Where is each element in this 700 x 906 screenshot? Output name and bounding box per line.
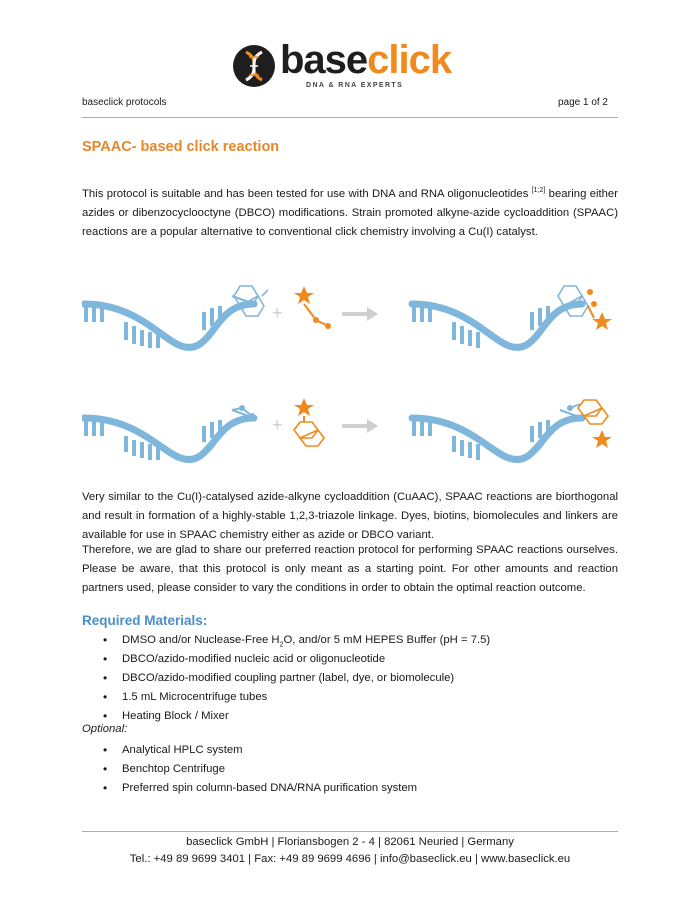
dna-strand-product-icon xyxy=(412,418,582,460)
list-item xyxy=(82,631,490,650)
body-paragraph-1: Very similar to the Cu(I)-catalysed azide-alkyne cycloaddition (CuAAC), SPAAC reactions are biorthogonal and result in formation of a highly-stable 1,2,3-triazole linkage. Dyes, biotins, biomolecules and linkers are available for use in SPAAC chemistry either as azide or DBCO variant. xyxy=(82,491,618,541)
dbco-partner-icon xyxy=(294,398,324,446)
dna-strand-icon xyxy=(84,296,254,348)
footer-divider xyxy=(82,831,618,832)
azide-partner-icon xyxy=(294,286,331,329)
reaction-diagram-azide-oligo xyxy=(82,394,618,484)
logo-wordmark xyxy=(280,40,451,80)
list-item: • Preferred spin column-based DNA/RNA purification system xyxy=(82,779,417,798)
required-materials-heading: Required Materials: xyxy=(82,613,208,628)
reference-marker: [1;2] xyxy=(531,187,546,195)
dna-strand-icon xyxy=(84,418,254,460)
page-number: page 1 of 2 xyxy=(557,97,608,108)
footer-address: baseclick GmbH | Floriansbogen 2 - 4 | 82061 Neuried | Germany xyxy=(186,836,514,848)
optional-materials-list xyxy=(82,741,417,798)
arrow-icon xyxy=(342,419,378,433)
dna-strand-product-icon xyxy=(412,304,582,348)
arrow-icon xyxy=(342,307,378,321)
logo-base-text: base xyxy=(280,38,368,82)
optional-label: Optional: xyxy=(82,723,128,735)
footer-contact: Tel.: +49 89 9699 3401 | Fax: +49 89 9699 4696 | info@baseclick.eu | www.baseclick.eu xyxy=(129,853,571,865)
list-item: • Analytical HPLC system xyxy=(82,741,417,760)
material-text-b: O, and/or 5 mM HEPES Buffer (pH = 7.5) xyxy=(283,634,491,646)
logo-tagline: DNA & RNA EXPERTS xyxy=(306,82,404,89)
list-item: • DBCO/azido-modified nucleic acid or oligonucleotide xyxy=(82,650,490,669)
plus-icon: + xyxy=(272,303,283,323)
material-subscript: 2 xyxy=(279,641,284,649)
plus-icon: + xyxy=(272,415,283,435)
intro-text-a: This protocol is suitable and has been tested for use with DNA and RNA oligonucleotides xyxy=(82,188,532,200)
intro-paragraph xyxy=(82,185,618,242)
material-text-a: DMSO and/or Nuclease-Free H xyxy=(122,634,280,646)
page-title: SPAAC- based click reaction xyxy=(82,139,280,155)
body-paragraph-2: Therefore, we are glad to share our preferred reaction protocol for performing SPAAC reactions ourselves. Please be aware, that this protocol is only meant as a starting point. For other amounts and reaction partners used, please consider to vary the conditions in order to obtain the optimal reaction outcome. xyxy=(82,544,618,594)
header-divider xyxy=(82,117,618,118)
list-item: • Heating Block / Mixer xyxy=(82,707,490,726)
reaction-diagram-dbco-oligo xyxy=(82,282,618,372)
header-left-label: baseclick protocols xyxy=(82,97,167,108)
list-item: • DBCO/azido-modified coupling partner (label, dye, or biomolecule) xyxy=(82,669,490,688)
baseclick-logo[interactable] xyxy=(232,40,472,96)
triazole-product-icon xyxy=(558,286,612,330)
intro-text-b: bearing either azides or dibenzocyclooctyne (DBCO) modifications. Strain promoted alkyne-azide cycloaddition (SPAAC) reactions are a popular alternative to conventional click chemistry involving a Cu(I) catalyst. xyxy=(82,188,618,238)
triazole-product-icon xyxy=(560,400,612,448)
dna-helix-logo-icon xyxy=(232,44,276,88)
required-materials-list xyxy=(82,631,490,726)
list-item: • Benchtop Centrifuge xyxy=(82,760,417,779)
list-item: • 1.5 mL Microcentrifuge tubes xyxy=(82,688,490,707)
logo-click-text: click xyxy=(367,38,452,82)
